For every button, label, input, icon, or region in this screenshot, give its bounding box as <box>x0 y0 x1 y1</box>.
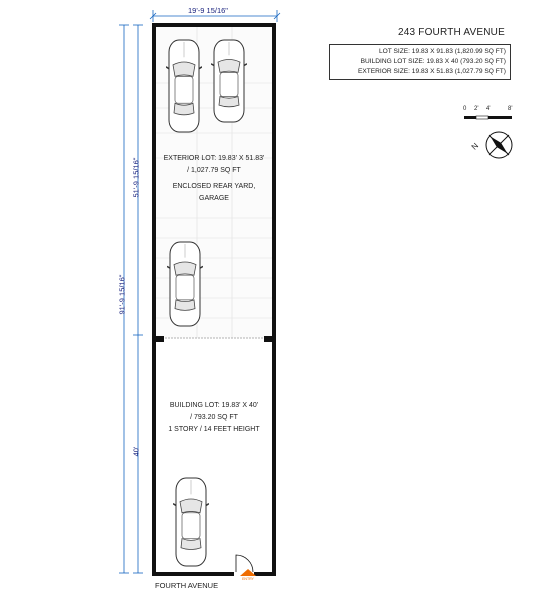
lot-size-line: LOT SIZE: 19.83 X 91.83 (1,820.99 SQ FT) <box>378 48 506 55</box>
car-yard <box>167 240 203 333</box>
scale-bar-graphic <box>463 115 515 121</box>
building-lot-line1: BUILDING LOT: 19.83' X 40' <box>169 402 259 409</box>
building-lot-line2: / 793.20 SQ FT <box>190 414 238 421</box>
total-length-label: 91'-9 15/16" <box>117 274 127 315</box>
car-garage-right <box>211 38 247 129</box>
building-lot-label <box>154 400 274 436</box>
car-icon <box>167 240 203 328</box>
exterior-lot-line4: GARAGE <box>199 195 229 202</box>
lot-size-box <box>329 44 511 80</box>
car-icon <box>211 38 247 124</box>
exterior-length-label: 51'-9 15/16" <box>131 157 141 198</box>
car-building <box>173 476 209 573</box>
building-length-label: 40' <box>131 446 141 457</box>
building-lot-size-line: BUILDING LOT SIZE: 19.83 X 40 (793.20 SQ FT) <box>360 58 506 65</box>
scale-label-8: 8' <box>508 106 513 112</box>
exterior-lot-line2: / 1,027.79 SQ FT <box>187 167 241 174</box>
compass-north-label: N <box>469 141 481 152</box>
street-label: FOURTH AVENUE <box>155 581 219 590</box>
top-width-label: 19'-9 15/16" <box>188 6 228 15</box>
building-lot-line3: 1 STORY / 14 FEET HEIGHT <box>168 426 260 433</box>
exterior-lot-label <box>154 153 274 205</box>
exterior-lot-line1: EXTERIOR LOT: 19.83' X 51.83' <box>163 155 265 162</box>
scale-label-4: 4' <box>486 106 491 112</box>
exterior-lot-line3: ENCLOSED REAR YARD, <box>172 183 256 190</box>
car-icon <box>166 38 202 134</box>
scale-label-2: 2' <box>474 106 479 112</box>
compass <box>469 130 514 165</box>
vertical-dimension-lines <box>110 20 150 580</box>
car-garage-left <box>166 38 202 139</box>
scale-label-0: 0 <box>463 106 467 112</box>
car-icon <box>173 476 209 568</box>
exterior-size-line: EXTERIOR SIZE: 19.83 X 51.83 (1,027.79 SQ FT) <box>357 68 506 75</box>
compass-icon <box>484 130 514 160</box>
address-title: 243 FOURTH AVENUE <box>398 27 505 38</box>
entry-label: ENTRY <box>242 577 254 581</box>
